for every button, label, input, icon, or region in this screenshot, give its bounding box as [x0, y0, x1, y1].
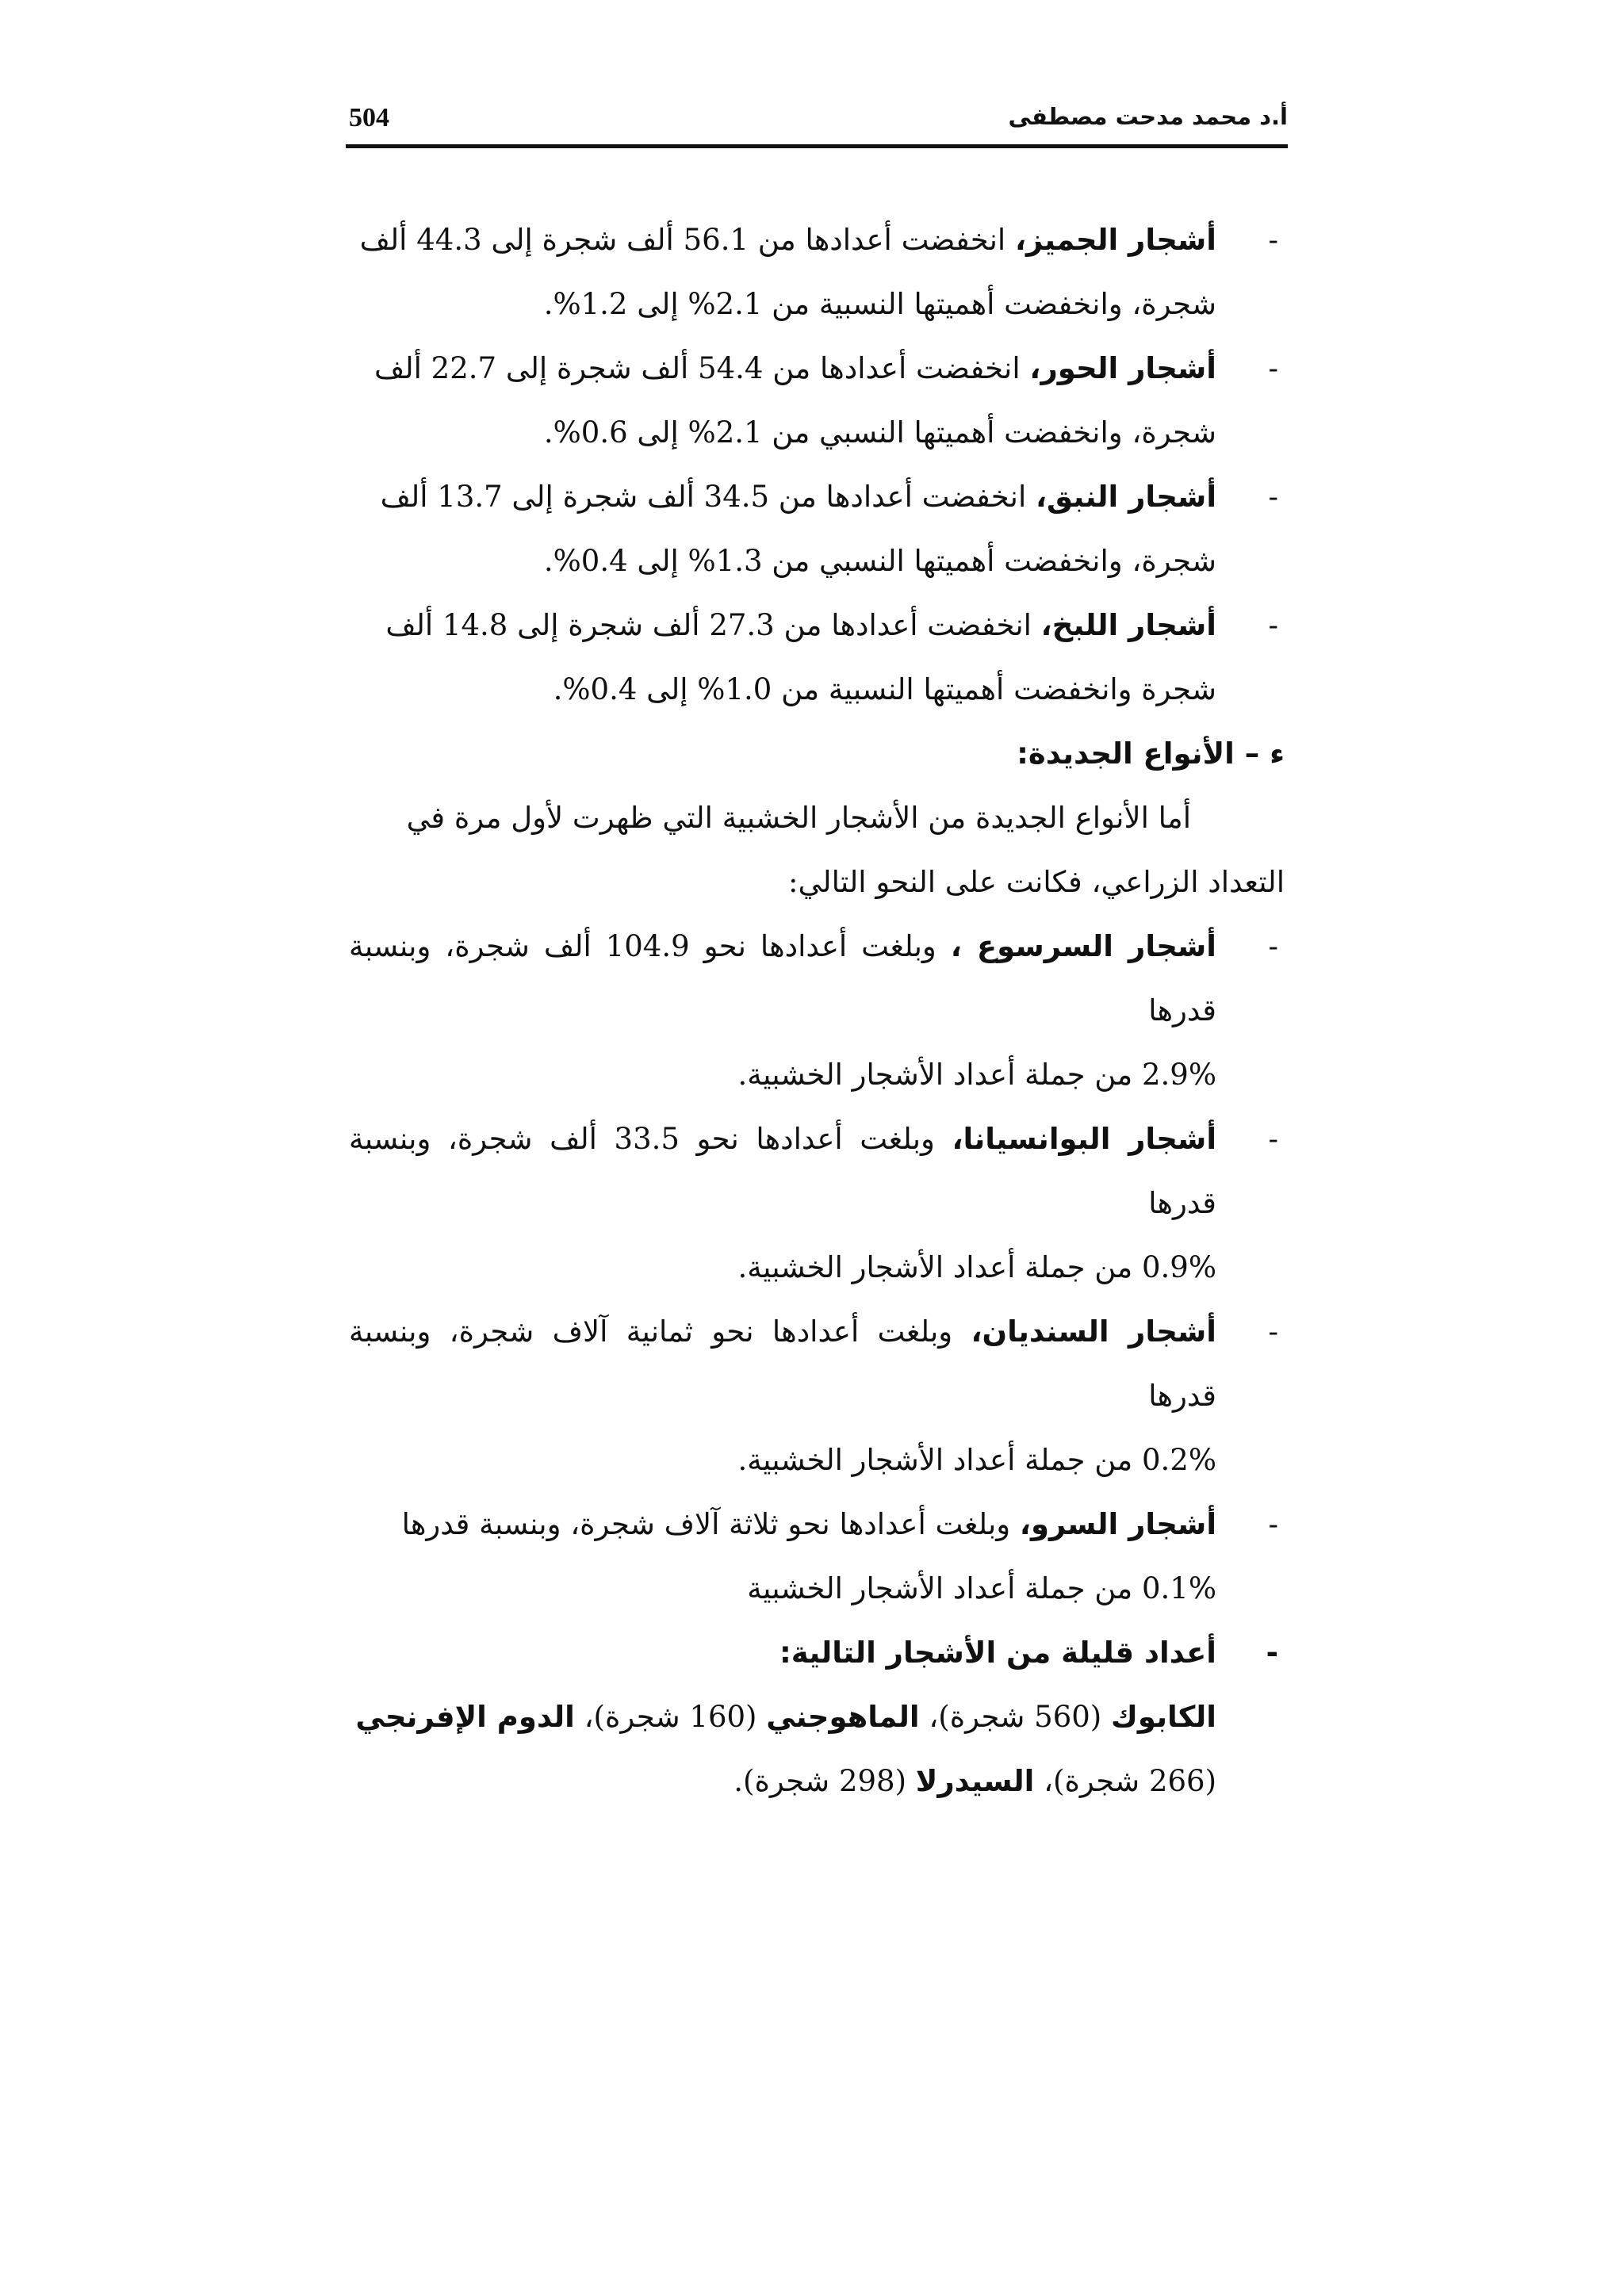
tree-count-mahogany: (160 شجرة)،	[574, 1700, 767, 1734]
tree-name-cedrela: السيدرلا	[915, 1764, 1035, 1798]
item-text-continuation: شجرة، وانخفضت أهميتها النسبية من 2.1% إلى 1.2%.	[543, 287, 1216, 321]
list-item	[349, 465, 1285, 593]
item-text: وبلغت أعدادها نحو 104.9 ألف شجرة، وبنسبة قدرها	[349, 929, 1216, 1027]
item-title: أشجار الحور،	[1029, 351, 1216, 385]
list-item	[349, 914, 1285, 1107]
item-text: انخفضت أعدادها من 27.3 ألف شجرة إلى 14.8 ألف	[385, 608, 1041, 642]
running-head: أ.د محمد مدحت مصطفى	[1008, 103, 1288, 130]
item-text-continuation: شجرة، وانخفضت أهميتها النسبي من 1.3% إلى 0.4%.	[543, 544, 1216, 578]
item-title: أشجار السرو،	[1019, 1507, 1216, 1541]
header-rule	[346, 144, 1288, 148]
item-text-continuation: 0.9% من جملة أعداد الأشجار الخشبية.	[737, 1250, 1216, 1284]
list-dash: -	[1268, 223, 1278, 257]
item-title: أشجار البوانسيانا،	[952, 1122, 1216, 1156]
list-item	[349, 1299, 1285, 1492]
item-text: وبلغت أعدادها نحو 33.5 ألف شجرة، وبنسبة قدرها	[349, 1122, 1216, 1220]
list-dash: -	[1268, 1314, 1278, 1349]
paragraph-line: التعداد الزراعي، فكانت على النحو التالي:	[787, 865, 1285, 899]
page-body	[349, 208, 1285, 1813]
page-number: 504	[349, 103, 389, 132]
item-text: وبلغت أعدادها نحو ثمانية آلاف شجرة، وبنسبة قدرها	[349, 1314, 1216, 1413]
tree-name-mahogany: الماهوجني	[766, 1700, 920, 1734]
few-trees-heading: أعداد قليلة من الأشجار التالية:	[779, 1636, 1216, 1670]
item-title: أشجار النبق،	[1036, 480, 1216, 514]
page-header	[346, 95, 1288, 143]
list-dash: -	[1268, 1122, 1278, 1156]
list-item	[349, 593, 1285, 721]
list-dash: -	[1266, 1636, 1278, 1670]
item-title: أشجار الجميز،	[1014, 223, 1216, 257]
list-item	[349, 1621, 1285, 1685]
tree-count-foreign-doum: (266 شجرة)،	[1034, 1764, 1216, 1798]
list-dash: -	[1268, 480, 1278, 514]
item-text-continuation: 0.2% من جملة أعداد الأشجار الخشبية.	[737, 1443, 1216, 1477]
item-text-continuation: 0.1% من جملة أعداد الأشجار الخشبية	[747, 1571, 1216, 1605]
list-dash: -	[1268, 929, 1278, 963]
item-text: انخفضت أعدادها من 56.1 ألف شجرة إلى 44.3 ألف	[359, 223, 1015, 257]
item-text: وبلغت أعدادها نحو ثلاثة آلاف شجرة، وبنسبة قدرها	[401, 1507, 1020, 1541]
tree-count-kapok: (560 شجرة)،	[919, 1700, 1111, 1734]
item-text-continuation: شجرة وانخفضت أهميتها النسبية من 1.0% إلى 0.4%.	[553, 672, 1216, 706]
item-text: انخفضت أعدادها من 34.5 ألف شجرة إلى 13.7 ألف	[380, 480, 1036, 514]
list-dash: -	[1268, 608, 1278, 642]
item-title: أشجار السنديان،	[971, 1314, 1216, 1349]
tree-count-cedrela: (298 شجرة).	[733, 1764, 916, 1798]
few-trees-list	[349, 1685, 1285, 1813]
list-dash: -	[1268, 1507, 1278, 1541]
list-item	[349, 1107, 1285, 1299]
list-dash: -	[1268, 351, 1278, 385]
item-title: أشجار اللبخ،	[1040, 608, 1216, 642]
tree-name-foreign-doum: الدوم الإفرنجي	[355, 1700, 575, 1734]
section-heading: ء – الأنواع الجديدة:	[1017, 737, 1285, 771]
item-text-continuation: 2.9% من جملة أعداد الأشجار الخشبية.	[737, 1058, 1216, 1092]
section-paragraph	[349, 786, 1285, 914]
list-item	[349, 1492, 1285, 1621]
tree-name-kapok: الكابوك	[1111, 1700, 1216, 1734]
list-item	[349, 336, 1285, 465]
item-text-continuation: شجرة، وانخفضت أهميتها النسبي من 2.1% إلى 0.6%.	[543, 415, 1216, 450]
list-item	[349, 208, 1285, 336]
item-text: انخفضت أعدادها من 54.4 ألف شجرة إلى 22.7 ألف	[374, 351, 1030, 385]
paragraph-line: أما الأنواع الجديدة من الأشجار الخشبية التي ظهرت لأول مرة في	[406, 801, 1191, 835]
item-title: أشجار السرسوع ،	[950, 929, 1216, 963]
